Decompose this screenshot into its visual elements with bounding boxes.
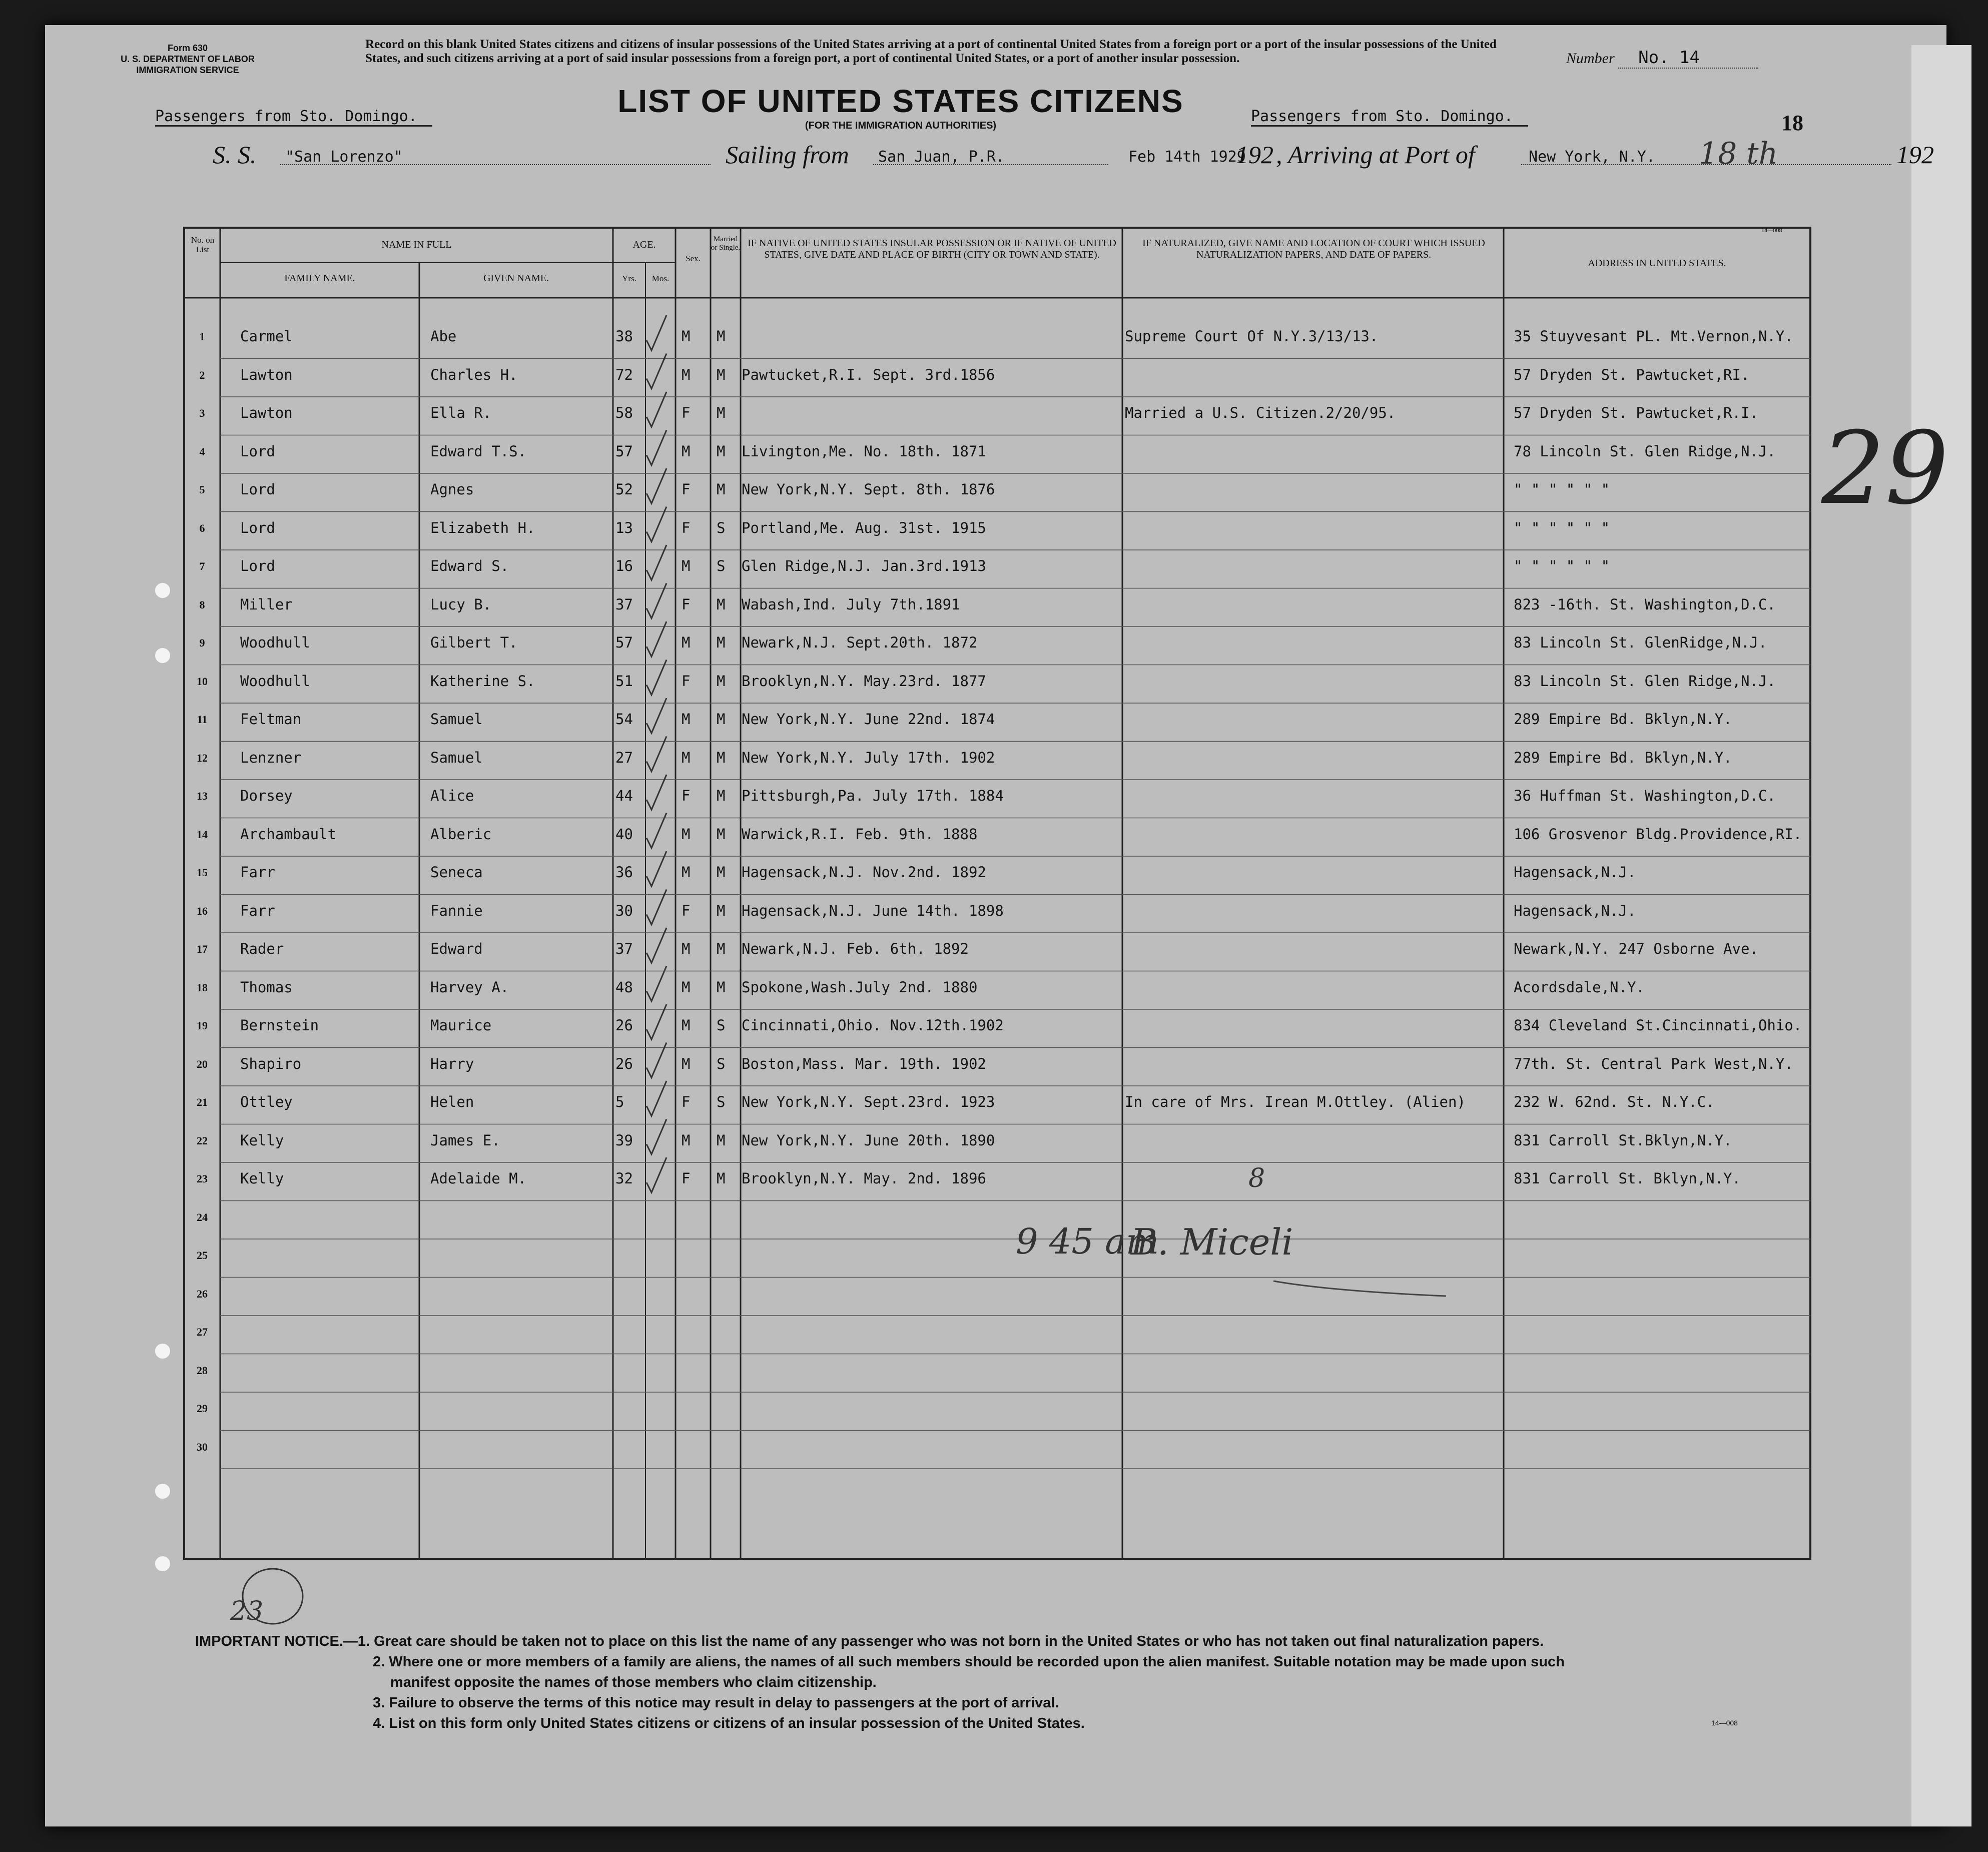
cell-given: Maurice (430, 1017, 492, 1034)
cell-family: Woodhull (240, 672, 310, 690)
sailing-label: Sailing from (726, 141, 849, 169)
cell-ms: M (717, 366, 726, 383)
cell-family: Ottley (240, 1093, 293, 1110)
sailing-from: San Juan, P.R. (878, 148, 1005, 166)
cell-ms: S (717, 557, 726, 574)
cell-family: Woodhull (240, 634, 310, 651)
passengers-from-left: Passengers from Sto. Domingo. (155, 108, 432, 127)
cell-birth: Brooklyn,N.Y. May.23rd. 1877 (742, 672, 986, 690)
row-number: 30 (197, 1440, 208, 1453)
row-number: 24 (197, 1210, 208, 1223)
notice-item-2: 2. Where one or more members of a family are aliens, the names of all such members should be recorded upon the alien manifest. Suitable notation may be made upon such (373, 1654, 1565, 1670)
form-number: Form 630 (167, 43, 208, 53)
cell-given: Edward T.S. (430, 442, 527, 460)
cell-sex: M (682, 1055, 691, 1072)
row-number: 3 (199, 407, 205, 419)
cell-addr: Hagensack,N.J. (1514, 902, 1636, 919)
cell-given: Katherine S. (430, 672, 535, 690)
cell-birth: Boston,Mass. Mar. 19th. 1902 (742, 1055, 986, 1072)
inspector-signature: B. Miceli (1131, 1221, 1293, 1263)
cell-addr: 57 Dryden St. Pawtucket,R.I. (1514, 404, 1758, 421)
col-yrs: Yrs. (622, 274, 636, 283)
cell-family: Dorsey (240, 787, 293, 804)
circled-count: 23 (230, 1596, 264, 1626)
circle-mark (235, 1564, 310, 1629)
cell-yrs: 44 (615, 787, 633, 804)
col-family-name: FAMILY NAME. (284, 273, 355, 284)
cell-birth: Pittsburgh,Pa. July 17th. 1884 (742, 787, 1004, 804)
cell-addr: 36 Huffman St. Washington,D.C. (1514, 787, 1776, 804)
record-instructions: Record on this blank United States citizens and citizens of insular possessions of the United States arriving at a port of continental United States from a foreign port or a port of the insular possessions of the United States, and such citizens arriving at a port of said insular possessions from a foreign port, a port of continental United States, or a port of another insular possession. (365, 38, 1497, 65)
cell-sex: M (682, 1131, 691, 1149)
cell-addr: 57 Dryden St. Pawtucket,RI. (1514, 366, 1750, 383)
cell-given: Alberic (430, 825, 492, 843)
cell-birth: Brooklyn,N.Y. May. 2nd. 1896 (742, 1170, 986, 1187)
cell-nat: Married a U.S. Citizen.2/20/95. (1125, 404, 1396, 421)
cell-family: Kelly (240, 1170, 284, 1187)
cell-birth: Cincinnati,Ohio. Nov.12th.1902 (742, 1017, 1004, 1034)
cell-yrs: 32 (615, 1170, 633, 1187)
cell-ms: M (717, 404, 726, 421)
cell-birth: Pawtucket,R.I. Sept. 3rd.1856 (742, 366, 995, 383)
cell-family: Lawton (240, 366, 293, 383)
cell-birth: New York,N.Y. Sept.23rd. 1923 (742, 1093, 995, 1110)
row-number: 5 (199, 483, 205, 496)
row-number: 6 (199, 521, 205, 534)
row-number: 15 (197, 866, 208, 879)
col-name-in-full: NAME IN FULL (381, 239, 452, 250)
row-number: 21 (197, 1096, 208, 1108)
cell-addr: 831 Carroll St. Bklyn,N.Y. (1514, 1170, 1741, 1187)
cell-addr: Newark,N.Y. 247 Osborne Ave. (1514, 940, 1758, 957)
cell-given: Harvey A. (430, 978, 509, 996)
cell-sex: F (682, 787, 691, 804)
cell-addr: 834 Cleveland St.Cincinnati,Ohio. (1514, 1017, 1802, 1034)
cell-birth: Spokone,Wash.July 2nd. 1880 (742, 978, 978, 996)
cell-birth: Newark,N.J. Feb. 6th. 1892 (742, 940, 969, 957)
col-sex: Sex. (686, 254, 701, 263)
cell-addr: " " " " " " (1514, 557, 1610, 574)
cell-sex: F (682, 519, 691, 536)
cell-yrs: 5 (615, 1093, 624, 1110)
col-given-name: GIVEN NAME. (483, 273, 549, 284)
cell-birth: Glen Ridge,N.J. Jan.3rd.1913 (742, 557, 986, 574)
printer-mark: 14—008 (1761, 228, 1782, 234)
cell-given: Lucy B. (430, 595, 492, 613)
cell-sex: M (682, 634, 691, 651)
cell-sex: M (682, 864, 691, 881)
cell-sex: F (682, 404, 691, 421)
important-notice (195, 1631, 1846, 1734)
cell-ms: M (717, 634, 726, 651)
row-number: 29 (197, 1402, 208, 1415)
cell-given: James E. (430, 1131, 500, 1149)
cell-ms: M (717, 595, 726, 613)
cell-addr: 823 -16th. St. Washington,D.C. (1514, 595, 1776, 613)
row-number: 4 (199, 445, 205, 458)
cell-birth: New York,N.Y. Sept. 8th. 1876 (742, 481, 995, 498)
cell-sex: M (682, 978, 691, 996)
year-prefix: 192 (1896, 141, 1934, 169)
cell-sex: F (682, 1093, 691, 1110)
cell-yrs: 30 (615, 902, 633, 919)
row-number: 18 (197, 981, 208, 994)
cell-ms: M (717, 749, 726, 766)
cell-yrs: 36 (615, 864, 633, 881)
cell-birth: New York,N.Y. June 20th. 1890 (742, 1131, 995, 1149)
cell-ms: M (717, 864, 726, 881)
cell-nat: In care of Mrs. Irean M.Ottley. (Alien) (1125, 1093, 1466, 1110)
cell-given: Ella R. (430, 404, 492, 421)
cell-given: Elizabeth H. (430, 519, 535, 536)
notice-item-4: 4. List on this form only United States citizens or citizens of an insular possession of the United States. (373, 1715, 1085, 1731)
row-number: 10 (197, 675, 208, 688)
notice-item-3: 3. Failure to observe the terms of this notice may result in delay to passengers at the port of arrival. (373, 1695, 1059, 1711)
row-number: 27 (197, 1326, 208, 1338)
cell-yrs: 26 (615, 1017, 633, 1034)
cell-given: Edward S. (430, 557, 509, 574)
cell-birth: Portland,Me. Aug. 31st. 1915 (742, 519, 986, 536)
cell-yrs: 27 (615, 749, 633, 766)
cell-addr: 83 Lincoln St. GlenRidge,N.J. (1514, 634, 1767, 651)
cell-ms: M (717, 711, 726, 728)
cell-sex: M (682, 557, 691, 574)
sailing-date: Feb 14th 1929 (1128, 148, 1246, 166)
col-age: AGE. (632, 239, 656, 250)
service: IMMIGRATION SERVICE (136, 65, 239, 75)
cell-sex: M (682, 940, 691, 957)
col-married-single: Married or Single. (711, 235, 741, 252)
cell-ms: S (717, 519, 726, 536)
row-number: 1 (199, 330, 205, 343)
page-subtitle: (FOR THE IMMIGRATION AUTHORITIES) (805, 120, 997, 131)
cell-given: Harry (430, 1055, 474, 1072)
cell-birth: Wabash,Ind. July 7th.1891 (742, 595, 960, 613)
cell-sex: F (682, 672, 691, 690)
row-number: 26 (197, 1287, 208, 1300)
cell-ms: M (717, 481, 726, 498)
cell-ms: S (717, 1055, 726, 1072)
cell-addr: " " " " " " (1514, 481, 1610, 498)
cell-yrs: 48 (615, 978, 633, 996)
row-number: 9 (199, 637, 205, 649)
row-number: 2 (199, 368, 205, 381)
cell-yrs: 39 (615, 1131, 633, 1149)
cell-given: Abe (430, 328, 457, 345)
cell-family: Feltman (240, 711, 302, 728)
cell-nat: Supreme Court Of N.Y.3/13/13. (1125, 328, 1379, 345)
col-naturalization: IF NATURALIZED, GIVE NAME AND LOCATION OF COURT WHICH ISSUED NATURALIZATION PAPERS, AND DATE OF PAPERS. (1142, 238, 1485, 260)
page-number: 18 (1781, 111, 1803, 135)
row-number: 19 (197, 1019, 208, 1032)
cell-addr: Hagensack,N.J. (1514, 864, 1636, 881)
signature-flourish (1271, 1271, 1451, 1301)
row-number: 12 (197, 751, 208, 764)
department: U. S. DEPARTMENT OF LABOR (121, 54, 255, 64)
margin-number: 29 (1821, 410, 1949, 527)
col-address: ADDRESS IN UNITED STATES. (1588, 258, 1726, 269)
cell-family: Bernstein (240, 1017, 319, 1034)
cell-family: Lord (240, 519, 275, 536)
col-place-of-birth: IF NATIVE OF UNITED STATES INSULAR POSSESSION OR IF NATIVE OF UNITED STATES, GIVE DATE AND PLACE OF BIRTH (CITY OR TOWN AND STATE). (748, 238, 1116, 260)
cell-given: Alice (430, 787, 474, 804)
cell-given: Edward (430, 940, 483, 957)
cell-family: Shapiro (240, 1055, 302, 1072)
cell-given: Adelaide M. (430, 1170, 527, 1187)
cell-given: Seneca (430, 864, 483, 881)
cell-addr: 289 Empire Bd. Bklyn,N.Y. (1514, 749, 1732, 766)
cell-ms: M (717, 787, 726, 804)
cell-family: Lenzner (240, 749, 302, 766)
cell-given: Charles H. (430, 366, 518, 383)
row-number: 28 (197, 1364, 208, 1377)
cell-family: Miller (240, 595, 293, 613)
row-number: 14 (197, 828, 208, 841)
cell-birth: Livington,Me. No. 18th. 1871 (742, 442, 986, 460)
cell-sex: M (682, 328, 691, 345)
handwritten-time: 9 45 am (1016, 1221, 1159, 1262)
cell-yrs: 51 (615, 672, 633, 690)
cell-sex: M (682, 825, 691, 843)
row-number: 17 (197, 943, 208, 955)
page-title: LIST OF UNITED STATES CITIZENS (617, 83, 1184, 119)
cell-birth: New York,N.Y. June 22nd. 1874 (742, 711, 995, 728)
cell-addr: Acordsdale,N.Y. (1514, 978, 1645, 996)
cell-ms: M (717, 328, 726, 345)
row-number: 20 (197, 1057, 208, 1070)
cell-yrs: 40 (615, 825, 633, 843)
cell-addr: 83 Lincoln St. Glen Ridge,N.J. (1514, 672, 1776, 690)
cell-sex: F (682, 595, 691, 613)
cell-yrs: 58 (615, 404, 633, 421)
cell-family: Lawton (240, 404, 293, 421)
cell-family: Archambault (240, 825, 337, 843)
cell-given: Samuel (430, 749, 483, 766)
handwritten-8: 8 (1248, 1163, 1265, 1193)
cell-yrs: 72 (615, 366, 633, 383)
cell-sex: M (682, 366, 691, 383)
row-number: 11 (197, 713, 208, 726)
arriving-label: , Arriving at Port of (1276, 141, 1475, 169)
notice-line-1 (195, 1631, 1846, 1652)
row-number: 25 (197, 1249, 208, 1262)
cell-yrs: 16 (615, 557, 633, 574)
row-number: 8 (199, 598, 205, 611)
row-number: 22 (197, 1134, 208, 1147)
number-value: No. 14 (1618, 48, 1758, 69)
cell-family: Farr (240, 864, 275, 881)
number-label: Number (1566, 50, 1615, 67)
cell-ms: S (717, 1093, 726, 1110)
cell-sex: M (682, 749, 691, 766)
cell-sex: M (682, 711, 691, 728)
cell-birth: Hagensack,N.J. Nov.2nd. 1892 (742, 864, 986, 881)
cell-ms: M (717, 1170, 726, 1187)
col-mos: Mos. (651, 274, 670, 283)
cell-addr: 106 Grosvenor Bldg.Providence,RI. (1514, 825, 1802, 843)
cell-yrs: 54 (615, 711, 633, 728)
cell-addr: 35 Stuyvesant PL. Mt.Vernon,N.Y. (1514, 328, 1793, 345)
cell-yrs: 37 (615, 940, 633, 957)
cell-ms: M (717, 672, 726, 690)
cell-addr: 289 Empire Bd. Bklyn,N.Y. (1514, 711, 1732, 728)
passengers-from-right: Passengers from Sto. Domingo. (1251, 108, 1528, 127)
cell-birth: Newark,N.J. Sept.20th. 1872 (742, 634, 978, 651)
cell-sex: F (682, 1170, 691, 1187)
cell-birth: Hagensack,N.J. June 14th. 1898 (742, 902, 1004, 919)
year-prefix: 192 (1236, 141, 1273, 169)
cell-family: Lord (240, 442, 275, 460)
cell-sex: F (682, 481, 691, 498)
cell-ms: S (717, 1017, 726, 1034)
cell-birth: New York,N.Y. July 17th. 1902 (742, 749, 995, 766)
ss-label: S. S. (213, 141, 257, 169)
row-number: 23 (197, 1172, 208, 1185)
cell-ms: M (717, 825, 726, 843)
cell-addr: 831 Carroll St.Bklyn,N.Y. (1514, 1131, 1732, 1149)
cell-family: Rader (240, 940, 284, 957)
notice-item-2-cont: manifest opposite the names of those members who claim citizenship. (390, 1674, 877, 1690)
check-mark (646, 315, 667, 350)
notice-heading: IMPORTANT NOTICE.— (195, 1633, 358, 1649)
cell-ms: M (717, 978, 726, 996)
row-number: 7 (199, 560, 205, 572)
arriving-port: New York, N.Y. (1529, 148, 1655, 166)
cell-yrs: 13 (615, 519, 633, 536)
arriving-day: 18 th (1699, 136, 1778, 171)
cell-family: Kelly (240, 1131, 284, 1149)
cell-yrs: 57 (615, 442, 633, 460)
notice-item-1: 1. Great care should be taken not to place on this list the name of any passenger who was not born in the United States or who has not taken out final naturalization papers. (357, 1633, 1544, 1649)
row-number: 16 (197, 904, 208, 917)
cell-family: Thomas (240, 978, 293, 996)
cell-family: Carmel (240, 328, 293, 345)
cell-ms: M (717, 902, 726, 919)
row-number: 13 (197, 790, 208, 802)
cell-addr: 77th. St. Central Park West,N.Y. (1514, 1055, 1793, 1072)
cell-yrs: 57 (615, 634, 633, 651)
cell-ms: M (717, 442, 726, 460)
cell-family: Lord (240, 557, 275, 574)
cell-given: Agnes (430, 481, 474, 498)
cell-given: Fannie (430, 902, 483, 919)
cell-family: Lord (240, 481, 275, 498)
cell-sex: M (682, 442, 691, 460)
cell-given: Helen (430, 1093, 474, 1110)
cell-addr: 78 Lincoln St. Glen Ridge,N.J. (1514, 442, 1776, 460)
cell-yrs: 26 (615, 1055, 633, 1072)
cell-ms: M (717, 940, 726, 957)
cell-addr: " " " " " " (1514, 519, 1610, 536)
cell-sex: F (682, 902, 691, 919)
cell-yrs: 38 (615, 328, 633, 345)
cell-yrs: 37 (615, 595, 633, 613)
cell-given: Gilbert T. (430, 634, 518, 651)
cell-sex: M (682, 1017, 691, 1034)
cell-ms: M (717, 1131, 726, 1149)
cell-given: Samuel (430, 711, 483, 728)
col-no: No. on List (191, 235, 215, 254)
cell-family: Farr (240, 902, 275, 919)
cell-yrs: 52 (615, 481, 633, 498)
ship-name: "San Lorenzo" (285, 148, 403, 166)
footer-code: 14—008 (1711, 1719, 1738, 1727)
cell-birth: Warwick,R.I. Feb. 9th. 1888 (742, 825, 978, 843)
cell-addr: 232 W. 62nd. St. N.Y.C. (1514, 1093, 1715, 1110)
